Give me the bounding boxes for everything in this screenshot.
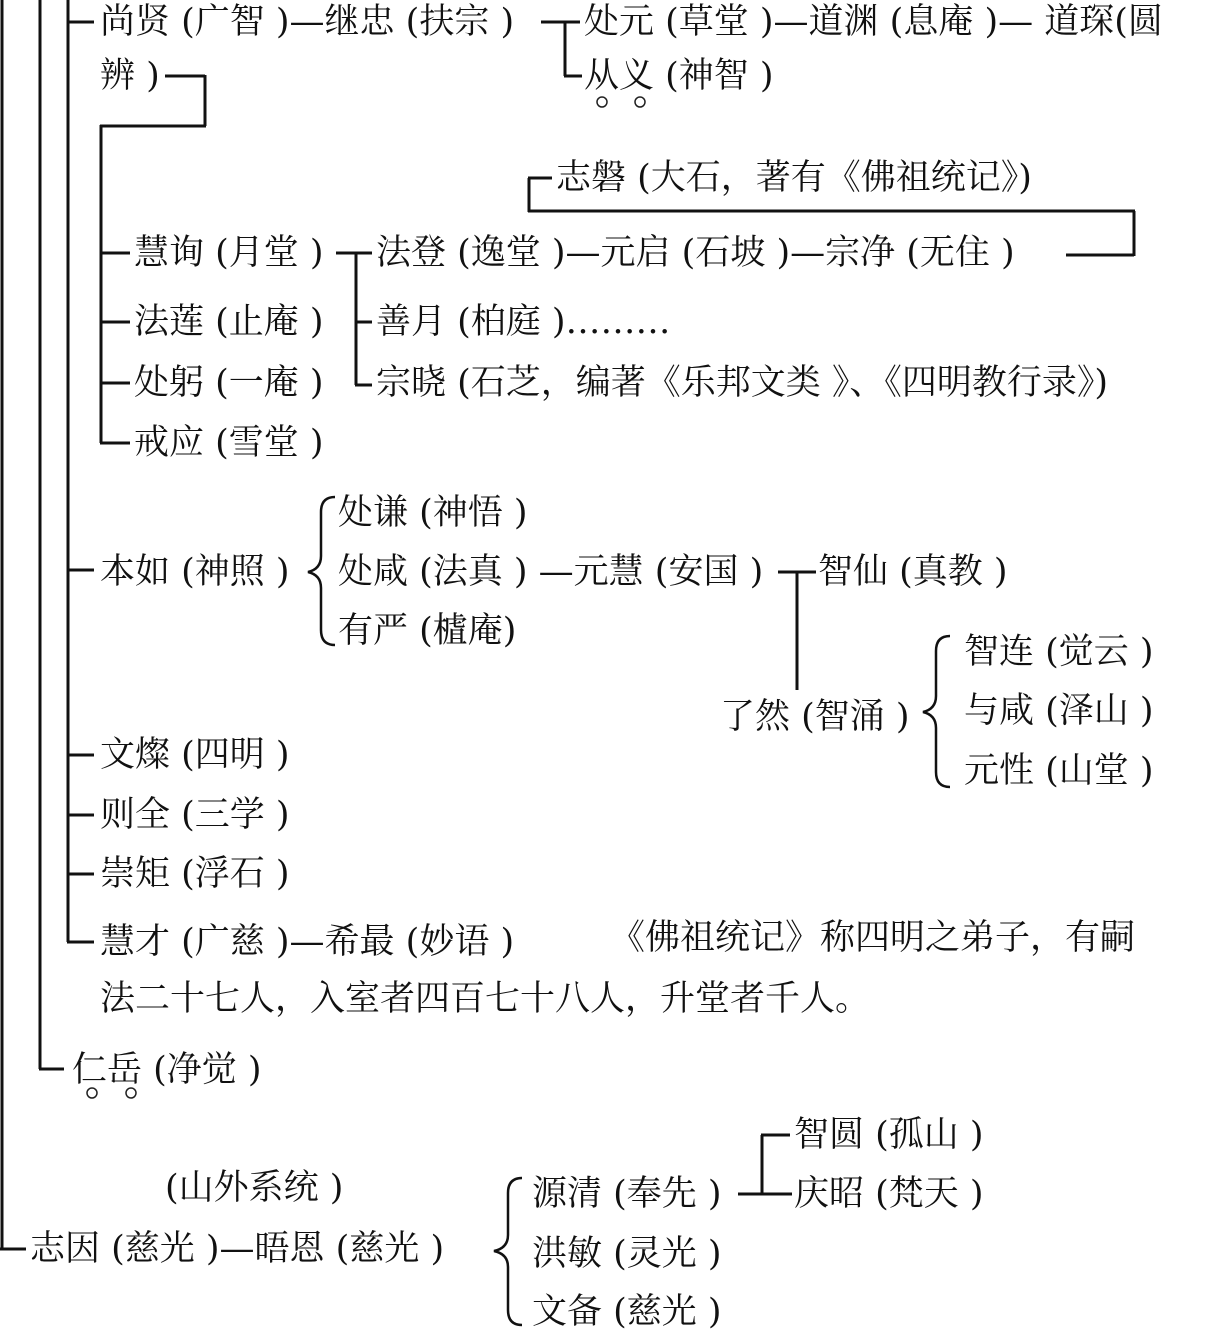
node-hongmin: 洪敏 (灵光 ) <box>532 1234 722 1274</box>
node-zhiyin: 志因 (慈光 )—晤恩 (慈光 ) <box>30 1229 445 1269</box>
node-zongxiao: 宗晓 (石芝，编著《乐邦文类 》、《四明教行录》) <box>376 363 1109 403</box>
node-youyan: 有严 (樝庵) <box>338 611 517 651</box>
node-zhilian: 智连 (觉云 ) <box>964 632 1154 672</box>
node-chugong: 处躬 (一庵 ) <box>134 363 324 403</box>
node-wencan: 文燦 (四明 ) <box>100 735 290 775</box>
emphasis-dot <box>635 97 645 107</box>
label-shanwai: (山外系统 ) <box>165 1168 344 1208</box>
node-chongju: 崇矩 (浮石 ) <box>100 854 290 894</box>
node-zhipan: 志磐 (大石，著有《佛祖统记》) <box>556 158 1032 198</box>
node-yuxian: 与咸 (泽山 ) <box>964 691 1154 731</box>
node-liaoran: 了然 (智涌 ) <box>720 697 910 737</box>
node-zequan: 则全 (三学 ) <box>100 795 290 835</box>
node-yuanxing: 元性 (山堂 ) <box>964 751 1154 791</box>
node-falian: 法莲 (止庵 ) <box>134 302 324 342</box>
node-yuanqing: 源清 (奉先 ) <box>532 1174 722 1214</box>
node-huicai: 慧才 (广慈 )—希最 (妙语 ) <box>100 922 515 962</box>
brace-benru <box>308 497 335 645</box>
node-qingzhao: 庆昭 (梵天 ) <box>794 1174 984 1214</box>
emphasis-dot <box>597 97 607 107</box>
node-chuyuan: 处元 (草堂 )—道渊 (息庵 )— 道琛(圆 <box>584 2 1163 42</box>
node-shangxian: 尚贤 (广智 )—继忠 (扶宗 ) <box>100 2 515 42</box>
node-shanyue: 善月 (柏庭 )……… <box>376 302 671 342</box>
node-zhiyuan: 智圆 (孤山 ) <box>794 1115 984 1155</box>
node-congyi: 从义 (神智 ) <box>584 56 774 96</box>
node-benru: 本如 (神照 ) <box>100 552 290 592</box>
node-bian: 辨 ) <box>100 56 160 96</box>
note-line-2: 法二十七人，入室者四百七十八人，升堂者千人。 <box>100 979 871 1019</box>
node-wenbei: 文备 (慈光 ) <box>532 1292 722 1332</box>
node-huixun: 慧询 (月堂 ) <box>134 233 324 273</box>
brace-wuen <box>494 1178 522 1325</box>
node-chuqian: 处谦 (神悟 ) <box>338 493 528 533</box>
node-jieying: 戒应 (雪堂 ) <box>134 423 324 463</box>
node-renyue: 仁岳 (净觉 ) <box>72 1050 262 1090</box>
note-line-1: 《佛祖统记》称四明之弟子，有嗣 <box>610 918 1136 958</box>
node-chuxian: 处咸 (法真 ) —元慧 (安国 ) <box>338 552 764 592</box>
node-zhixian: 智仙 (真教 ) <box>818 552 1008 592</box>
brace-liaoran <box>923 636 950 787</box>
node-fadeng: 法登 (逸堂 )—元启 (石坡 )—宗净 (无住 ) <box>376 233 1015 273</box>
